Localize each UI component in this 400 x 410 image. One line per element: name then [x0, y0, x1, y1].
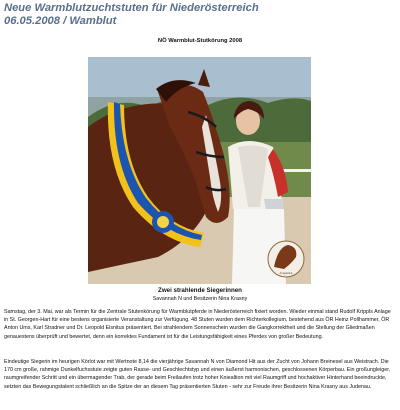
svg-text:Angelika: Angelika: [279, 271, 293, 275]
subheadline: NÖ Warmblut-Stutkörung 2008: [157, 38, 243, 44]
article-photo: [88, 57, 311, 284]
article-title: [4, 2, 396, 27]
article-paragraph-1: Samstag, der 3. Mai, war als Termin für die Zentrale Stutenkörung für Warmblutpferde in Niederösterreich fixiert worden. Wieder einmal stand Rudolf Krippls Anlage in St. Georgen-Hart für eine bestens organisierte Veranstaltung zur Verfügung. 48 Stuten wurden dem Richterkollegium, bestehend aus ÖR Heinz Pollhammer, ÖR Anton Ums, Karl Stradner und Dr. Leopold Eisnitus präsentiert. Bei strahlendem Sonnenschein wurden die Gangkorrektheit und die Stellung der Gliedmaßen genauestens überprüft und bewertet, denn ein korrektes Fundament ist für die Leistungsfähigkeit eines Pferdes von großer Bedeutung.: [4, 309, 391, 340]
photographer-watermark-logo: [268, 241, 304, 277]
photo-caption-title: Zwei strahlende Siegerinnen: [158, 287, 242, 294]
article-title-line1: Neue Warmblutzuchtstuten für Niederösterreich: [4, 2, 259, 14]
photo-caption-subtitle: Savannah N und Besitzerin Nina Krasny: [152, 296, 248, 302]
article-paragraph-2: Eindeutige Siegerin im heurigen Körlot war mit Wertnote 8,14 die vierjährige Savannah N von Diamond Hit aus der Zucht von Johann Breinesel aus Weistrach. Die 170 cm große, rahmige Dunkelfuchsstute zeigte guten Rasse- und Geschlechtstyp und einen äußerst harmonischen, geschlossenen Körperbau. Ein großungleiger, raumgreifender Schritt und ein übermagender Trab, der gerade beim Freilaufen trotz hoher Kniealtion mit viel Raumgriff und hochaktiver Hinterhand beeindruckte, setzten das Bewegungstalent schließlich an die Spitze der an diesem Tag präsentierten Stuten - sehr zur Freude ihrer Besitzerin Nina Krasny aus Judenau.: [4, 359, 391, 390]
article-date-category: 06.05.2008 / Wamblut: [4, 14, 117, 27]
